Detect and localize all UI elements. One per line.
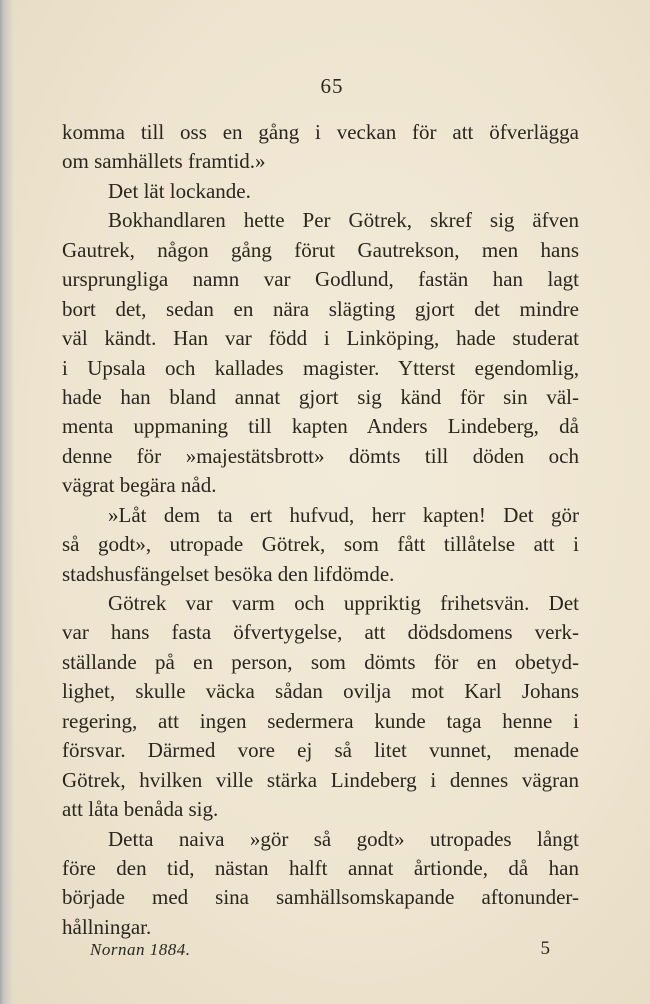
text-line: bort det, sedan en nära slägting gjort det mindre xyxy=(62,296,579,321)
text-line: menta uppmaning till kapten Anders Lindeberg, då xyxy=(62,414,579,439)
text-line: hållningar. xyxy=(62,914,152,939)
text-line: hade han bland annat gjort sig känd för sin väl- xyxy=(62,384,579,409)
text-line: i Upsala och kallades magister. Ytterst egendomlig, xyxy=(62,355,579,380)
text-line: »Låt dem ta ert hufvud, herr kapten! Det gör xyxy=(108,502,579,527)
sheet-number: 5 xyxy=(540,938,550,959)
text-line: försvar. Därmed vore ej så litet vunnet, menade xyxy=(62,738,579,763)
text-line: stadshusfängelset besöka den lifdömde. xyxy=(62,561,395,586)
text-line: Gautrek, någon gång förut Gautrekson, men hans xyxy=(62,237,579,262)
text-line: Götrek var varm och uppriktig frihetsvän. Det xyxy=(108,591,579,615)
text-line: om samhällets framtid.» xyxy=(62,149,266,174)
text-line: före den tid, nästan halft annat årtionde, då han xyxy=(62,855,579,880)
text-line: att låta benåda sig. xyxy=(62,797,219,822)
text-line: så godt», utropade Götrek, som fått tillåtelse att i xyxy=(62,532,579,557)
page-number: 65 xyxy=(320,74,344,98)
text-line: var hans fasta öfvertygelse, att dödsdomens verk- xyxy=(62,620,579,645)
page-binding-edge xyxy=(0,0,14,1004)
text-line: Det lät lockande. xyxy=(108,178,251,203)
text-line: lighet, skulle väcka sådan ovilja mot Karl Johans xyxy=(62,679,579,704)
text-line: Bokhandlaren hette Per Götrek, skref sig äfven xyxy=(108,208,579,233)
text-line: denne för »majestätsbrott» dömts till döden och xyxy=(62,443,579,468)
page-footer xyxy=(90,938,550,966)
text-line: väl kändt. Han var född i Linköping, hade studerat xyxy=(62,326,579,351)
body-text xyxy=(62,118,579,942)
text-line: började med sina samhällsomskapande aftonunder- xyxy=(62,885,579,910)
text-line: vägrat begära nåd. xyxy=(62,473,217,498)
text-line: Detta naiva »gör så godt» utropades långt xyxy=(108,826,579,851)
text-line: ursprungliga namn var Godlund, fastän han lagt xyxy=(62,267,579,292)
text-line: ställande på en person, som dömts för en obetyd- xyxy=(62,649,579,674)
text-line: regering, att ingen sedermera kunde taga henne i xyxy=(62,708,579,733)
text-line: komma till oss en gång i veckan för att öfverlägga xyxy=(62,120,579,144)
text-line: Götrek, hvilken ville stärka Lindeberg i dennes vägran xyxy=(62,767,579,792)
signature-mark: Nornan 1884. xyxy=(90,940,191,959)
